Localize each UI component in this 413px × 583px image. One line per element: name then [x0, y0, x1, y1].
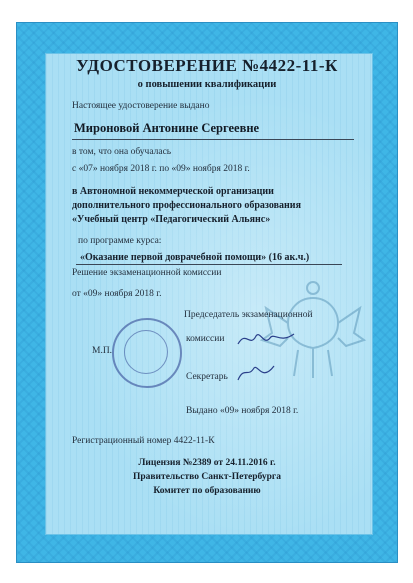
certificate-title: УДОСТОВЕРЕНИЕ №4422-11-К — [76, 56, 338, 75]
course-underline — [76, 264, 342, 265]
certificate-subtitle: о повышении квалификации — [137, 79, 277, 90]
seal-label: М.П. — [92, 346, 113, 356]
license-line-1: Лицензия №2389 от 24.11.2016 г. — [138, 458, 276, 468]
organization-line-3: «Учебный центр «Педагогический Альянс» — [72, 214, 271, 225]
studied-label: в том, что она обучалась — [72, 147, 172, 157]
commission-decision-label: Решение экзаменационной комиссии — [72, 268, 222, 278]
issued-to-label: Настоящее удостоверение выдано — [72, 101, 210, 111]
course-name: «Оказание первой доврачебной помощи» (16 ак.ч.) — [80, 252, 310, 263]
name-underline — [72, 139, 354, 140]
registration-number: Регистрационный номер 4422-11-К — [72, 436, 215, 446]
organization-line-2: дополнительного профессионального образования — [72, 200, 301, 211]
chairman-commission-label: комиссии — [186, 334, 225, 344]
license-line-2: Правительство Санкт-Петербурга — [133, 472, 281, 482]
secretary-signature — [236, 362, 276, 384]
decision-date: от «09» ноября 2018 г. — [72, 289, 162, 299]
chairman-signature — [236, 328, 296, 350]
license-line-3: Комитет по образованию — [153, 486, 261, 496]
issue-date: Выдано «09» ноября 2018 г. — [186, 406, 299, 416]
organization-line-1: в Автономной некоммерческой организации — [72, 186, 274, 197]
chairman-label: Председатель экзаменационной — [184, 310, 313, 320]
official-seal-stamp — [112, 318, 182, 388]
secretary-label: Секретарь — [186, 372, 228, 382]
program-label: по программе курса: — [78, 236, 162, 246]
study-period: с «07» ноября 2018 г. по «09» ноября 2018 г. — [72, 164, 250, 174]
recipient-name: Мироновой Антонине Сергеевне — [74, 121, 260, 135]
